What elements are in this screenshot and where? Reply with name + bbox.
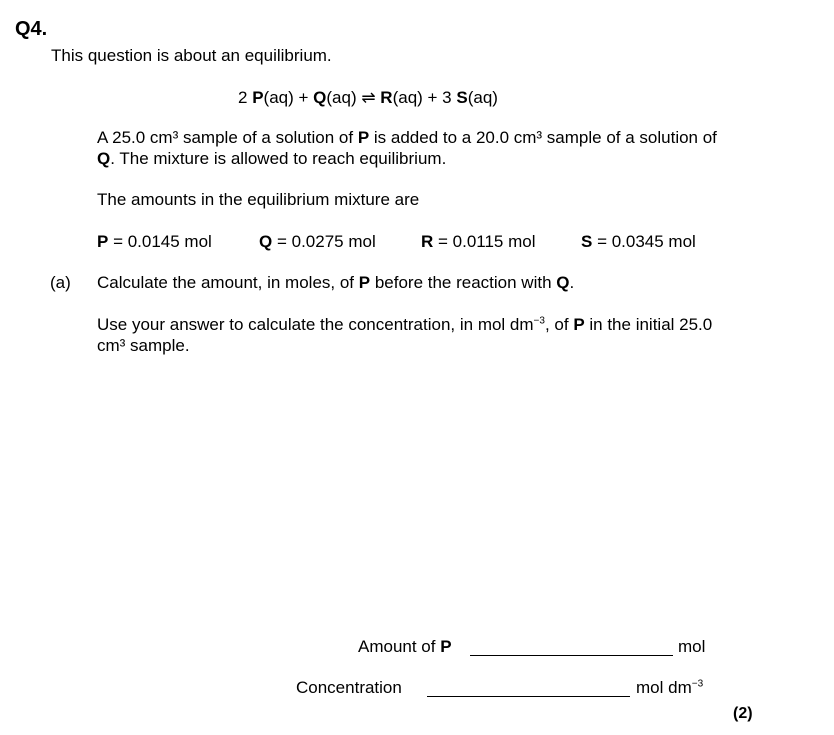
para1-species-q: Q <box>97 149 111 168</box>
amount-r-species: R <box>421 232 434 251</box>
eq-aq3: (aq) + 3 <box>392 88 457 107</box>
amount-answer-species: P <box>440 637 452 656</box>
amounts-intro: The amounts in the equilibrium mixture are <box>97 190 420 209</box>
eq-species-r: R <box>380 88 393 107</box>
eq-aq1: (aq) + <box>263 88 314 107</box>
part-a-text1: Calculate the amount, in moles, of <box>97 273 359 292</box>
eq-aq4: (aq) <box>467 88 498 107</box>
para3-sup: −3 <box>533 315 545 327</box>
para1-text3: . The mixture is allowed to reach equilibrium. <box>110 149 447 168</box>
amount-p-value: = 0.0145 mol <box>108 232 212 251</box>
part-a-text2: before the reaction with <box>370 273 557 292</box>
part-a-species-q: Q <box>556 273 570 292</box>
amount-s-value: = 0.0345 mol <box>592 232 696 251</box>
amount-answer-line[interactable] <box>470 655 673 656</box>
amount-p <box>97 232 212 252</box>
amount-q-species: Q <box>259 232 273 251</box>
eq-species-p: P <box>252 88 264 107</box>
question-intro: This question is about an equilibrium. <box>51 46 332 65</box>
para3-text3: in the initial 25.0 cm³ sample. <box>97 315 713 355</box>
para3-species-p: P <box>573 315 585 334</box>
amount-answer-unit: mol <box>678 637 706 656</box>
amount-q-value: = 0.0275 mol <box>272 232 376 251</box>
amount-s-species: S <box>581 232 593 251</box>
para1-text2: is added to a 20.0 cm³ sample of a solution of <box>369 128 717 147</box>
eq-coef-p: 2 <box>238 88 253 107</box>
concentration-instruction <box>97 314 737 356</box>
amount-answer-label <box>358 637 452 657</box>
eq-species-s: S <box>456 88 468 107</box>
concentration-answer-line[interactable] <box>427 696 630 697</box>
part-a-text3: . <box>569 273 575 292</box>
para1-species-p: P <box>357 128 370 147</box>
amount-r-value: = 0.0115 mol <box>433 232 536 251</box>
part-a-text <box>97 273 574 293</box>
concentration-unit-text: mol dm <box>636 678 692 697</box>
concentration-answer-label: Concentration <box>296 678 402 697</box>
marks-allocation: (2) <box>733 705 753 722</box>
question-number: Q4. <box>15 18 48 40</box>
concentration-unit-sup: −3 <box>691 678 704 690</box>
eq-species-q: Q <box>313 88 327 107</box>
sample-description <box>97 127 737 169</box>
equilibrium-equation <box>238 88 498 108</box>
para3-text1: Use your answer to calculate the concentration, in mol dm <box>97 315 534 334</box>
amount-answer-label-text: Amount of <box>358 637 441 656</box>
amount-p-species: P <box>97 232 109 251</box>
concentration-answer-unit <box>636 678 703 698</box>
eq-aq2: (aq) ⇌ <box>326 88 381 107</box>
para1-text1: A 25.0 cm³ sample of a solution of <box>97 128 358 147</box>
para3-text2: , of <box>544 315 574 334</box>
amount-r <box>421 232 536 252</box>
part-a-species-p: P <box>358 273 371 292</box>
amount-s <box>581 232 696 252</box>
amount-q <box>259 232 376 252</box>
part-a-label: (a) <box>50 273 71 292</box>
